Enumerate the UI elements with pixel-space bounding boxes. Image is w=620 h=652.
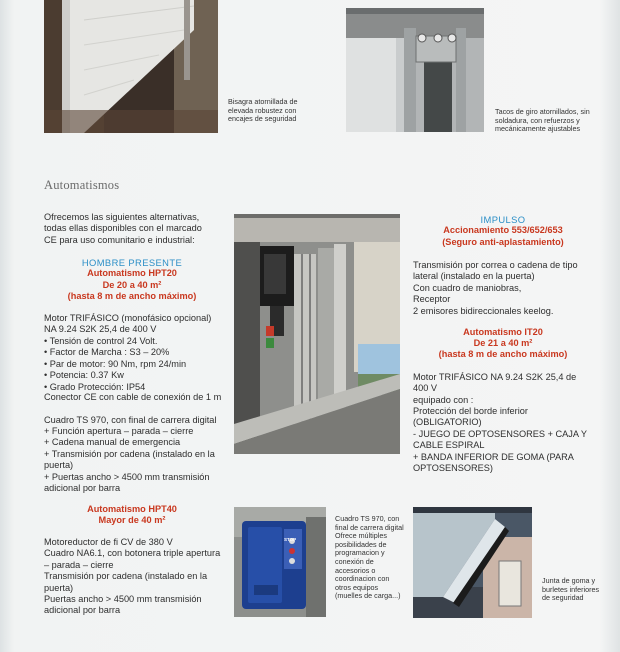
impulso-model: Accionamiento 553/652/653 bbox=[443, 225, 563, 235]
hpt40-line: Cuadro NA6.1, con botonera triple apertura – parada – cierre bbox=[44, 548, 221, 570]
section-title: Automatismos bbox=[44, 178, 120, 192]
hpt40-model: Automatismo HPT40 bbox=[87, 504, 177, 514]
it20-motor: Motor TRIFÁSICO NA 9.24 S2K 25,4 de 400 V bbox=[413, 372, 577, 394]
cuadro-items bbox=[44, 426, 224, 494]
impulso-heading: IMPULSO bbox=[480, 214, 526, 225]
impulso-line: Receptor bbox=[413, 294, 451, 305]
pivot-caption: Tacos de giro atornillados, sin soldadura, con refuerzos y mecánicamente ajustables bbox=[495, 107, 590, 134]
it20-items bbox=[413, 406, 595, 474]
spec-item: • Tensión de control 24 Volt. bbox=[44, 336, 224, 347]
impulso-line: Transmisión por correa o cadena de tipo lateral (instalado en la puerta) bbox=[413, 260, 578, 282]
it20-model: Automatismo IT20 bbox=[463, 327, 543, 337]
hpt40-range: Mayor de 40 m² bbox=[98, 515, 166, 525]
it20-width: (hasta 8 m de ancho máximo) bbox=[438, 349, 568, 359]
it20-range: De 21 a 40 m² bbox=[473, 338, 533, 348]
hpt20-range: De 20 a 40 m² bbox=[102, 280, 162, 290]
hpt40-line: Puertas ancho > 4500 mm transmisión adicional por barra bbox=[44, 594, 202, 616]
impulso-line: Con cuadro de maniobras, bbox=[413, 282, 522, 293]
spec-item: • Grado Protección: IP54 bbox=[44, 382, 224, 393]
cuadro-title: Cuadro TS 970, con final de carrera digital bbox=[44, 415, 217, 425]
intro-text: Ofrecemos las siguientes alternativas, todas ellas disponibles con el marcado CE para uso comunitario e industrial: bbox=[44, 212, 202, 245]
hinge-photo bbox=[44, 0, 218, 133]
spec-item: • Potencia: 0.37 Kw bbox=[44, 370, 224, 381]
spec-item: • Par de motor: 90 Nm, rpm 24/min bbox=[44, 359, 224, 370]
impulso-line: 2 emisores bidireccionales keelog. bbox=[413, 305, 554, 316]
impulso-note: (Seguro anti-aplastamiento) bbox=[442, 237, 564, 247]
hpt20-model: Automatismo HPT20 bbox=[87, 268, 177, 278]
impulso-lines bbox=[413, 260, 593, 317]
cuadro-item: + Cadena manual de emergencia bbox=[44, 437, 181, 448]
hombre-presente-heading: HOMBRE PRESENTE bbox=[81, 257, 183, 268]
rubber-seal-caption: Junta de goma y burletes inferiores de seguridad bbox=[542, 576, 600, 603]
it20-equipado: equipado con : bbox=[413, 395, 474, 405]
stop-label: STOP bbox=[284, 537, 297, 542]
hpt20-connector: Conector CE con cable de conexión de 1 m bbox=[44, 392, 222, 402]
hinge-caption: Bisagra atornillada de elevada robustez con encajes de seguridad bbox=[228, 97, 298, 124]
control-box-caption: Cuadro TS 970, con final de carrera digital Ofrece múltiples posibilidades de programacion y conexión de accesorios o coordinacion con otros equipos (muelles de carga...) bbox=[335, 514, 404, 601]
cuadro-item: + Puertas ancho > 4500 mm transmisión adicional por barra bbox=[44, 471, 210, 494]
hpt40-line: Transmisión por cadena (instalado en la puerta) bbox=[44, 571, 208, 593]
rubber-seal-photo bbox=[413, 507, 532, 618]
cuadro-item: + Función apertura – parada – cierre bbox=[44, 426, 194, 436]
hpt40-line: Motoreductor de fi CV de 380 V bbox=[44, 537, 173, 547]
motor-photo bbox=[234, 214, 400, 454]
hpt20-width: (hasta 8 m de ancho máximo) bbox=[67, 291, 197, 301]
control-box-photo bbox=[234, 507, 326, 617]
cuadro-item: + Transmisión por cadena (instalado en la puerta) bbox=[44, 448, 215, 471]
it20-item: Protección del borde inferior (OBLIGATORIO) bbox=[413, 406, 528, 428]
spec-item: • Factor de Marcha : S3 – 20% bbox=[44, 347, 224, 358]
it20-item: - JUEGO DE OPTOSENSORES + CAJA Y CABLE ESPIRAL bbox=[413, 428, 587, 451]
hpt40-lines bbox=[44, 537, 224, 617]
pivot-blocks-photo bbox=[346, 8, 484, 132]
hpt20-motor: Motor TRIFÁSICO (monofásico opcional) NA 9.24 S2K 25,4 de 400 V bbox=[44, 313, 212, 335]
it20-item: + BANDA INFERIOR DE GOMA (PARA OPTOSENSORES) bbox=[413, 451, 574, 474]
hpt20-specs bbox=[44, 336, 224, 393]
